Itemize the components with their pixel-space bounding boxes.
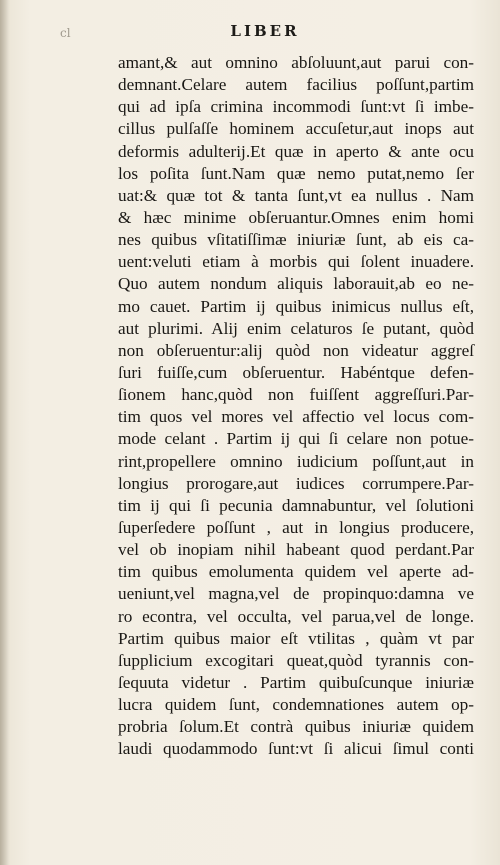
text-line: ſuri fuiſſe,cum obſeruentur. Habéntque defen- [118,362,474,382]
text-line: mo cauet. Partim ij quibus inimicus nullus eſt, [118,296,474,316]
spine-shadow [0,0,10,865]
running-head: LIBER [230,22,300,40]
text-line: longius prorogare,aut iudices corrumpere.Par- [118,473,474,493]
text-line: lucra quidem ſunt, condemnationes autem op- [118,695,474,715]
text-line: ueniunt,vel magna,vel de propinquo:damna ve [118,584,474,604]
text-line: ſuperſedere poſſunt , aut in longius producere, [118,517,474,537]
text-line: los poſita ſunt.Nam quæ nemo putat,nemo ſer [118,163,474,183]
text-line: Partim quibus maior eſt vtilitas , quàm vt par [118,628,474,648]
text-line: non obſeruentur:alij quòd non videatur aggreſ [118,340,474,360]
text-line: rint,propellere omnino iudicium poſſunt,aut in [118,451,474,471]
text-line: ſequuta videtur . Partim quibuſcunque iniuriæ [118,672,474,692]
text-line: mode celant . Partim ij qui ſi celare non potue- [118,429,474,449]
text-line: ſupplicium excogitari queat,quòd tyrannis con- [118,650,474,670]
text-line: vel ob inopiam nihil habeant quod perdant.Par [118,540,474,560]
text-line: amant,& aut omnino abſoluunt,aut parui con- [118,53,474,72]
text-line: laudi quodammodo ſunt:vt ſi alicui ſimul conti [118,739,474,759]
text-line: & hæc minime obſeruantur.Omnes enim homi [118,207,474,227]
page-number: cl [60,26,71,40]
text-line: demnant.Celare autem facilius poſſunt,partim [118,75,474,95]
text-line: probria ſolum.Et contrà quibus iniuriæ quidem [118,717,474,737]
text-line: qui ad ipſa crimina incommodi ſunt:vt ſi imbe- [118,97,474,117]
text-line: nes quibus vſitatiſſimæ iniuriæ ſunt, ab eis ca- [118,230,474,250]
body-text [118,52,474,761]
text-line: cillus pulſaſſe hominem accuſetur,aut inops aut [118,119,474,139]
text-line: ſionem hanc,quòd non fuiſſent aggreſſuri.Par- [118,385,474,405]
text-line: uent:veluti etiam à morbis qui ſolent inuadere. [118,252,474,272]
text-line: tim ij qui ſi pecunia damnabuntur, vel ſolutioni [118,495,474,515]
text-line: uat:& quæ tot & tanta ſunt,vt ea nullus . Nam [118,185,474,205]
text-line: deformis adulterij.Et quæ in aperto & ante ocu [118,141,474,161]
text-line: Quo autem nondum aliquis laborauit,ab eo ne- [118,274,474,294]
text-line: tim quibus emolumenta quidem vel aperte ad- [118,562,474,582]
text-line: aut plurimi. Alij enim celaturos ſe putant, quòd [118,318,474,338]
text-line: tim quos vel mores vel affectio vel locus com- [118,407,474,427]
text-line: ro econtra, vel occulta, vel parua,vel de longe. [118,606,474,626]
